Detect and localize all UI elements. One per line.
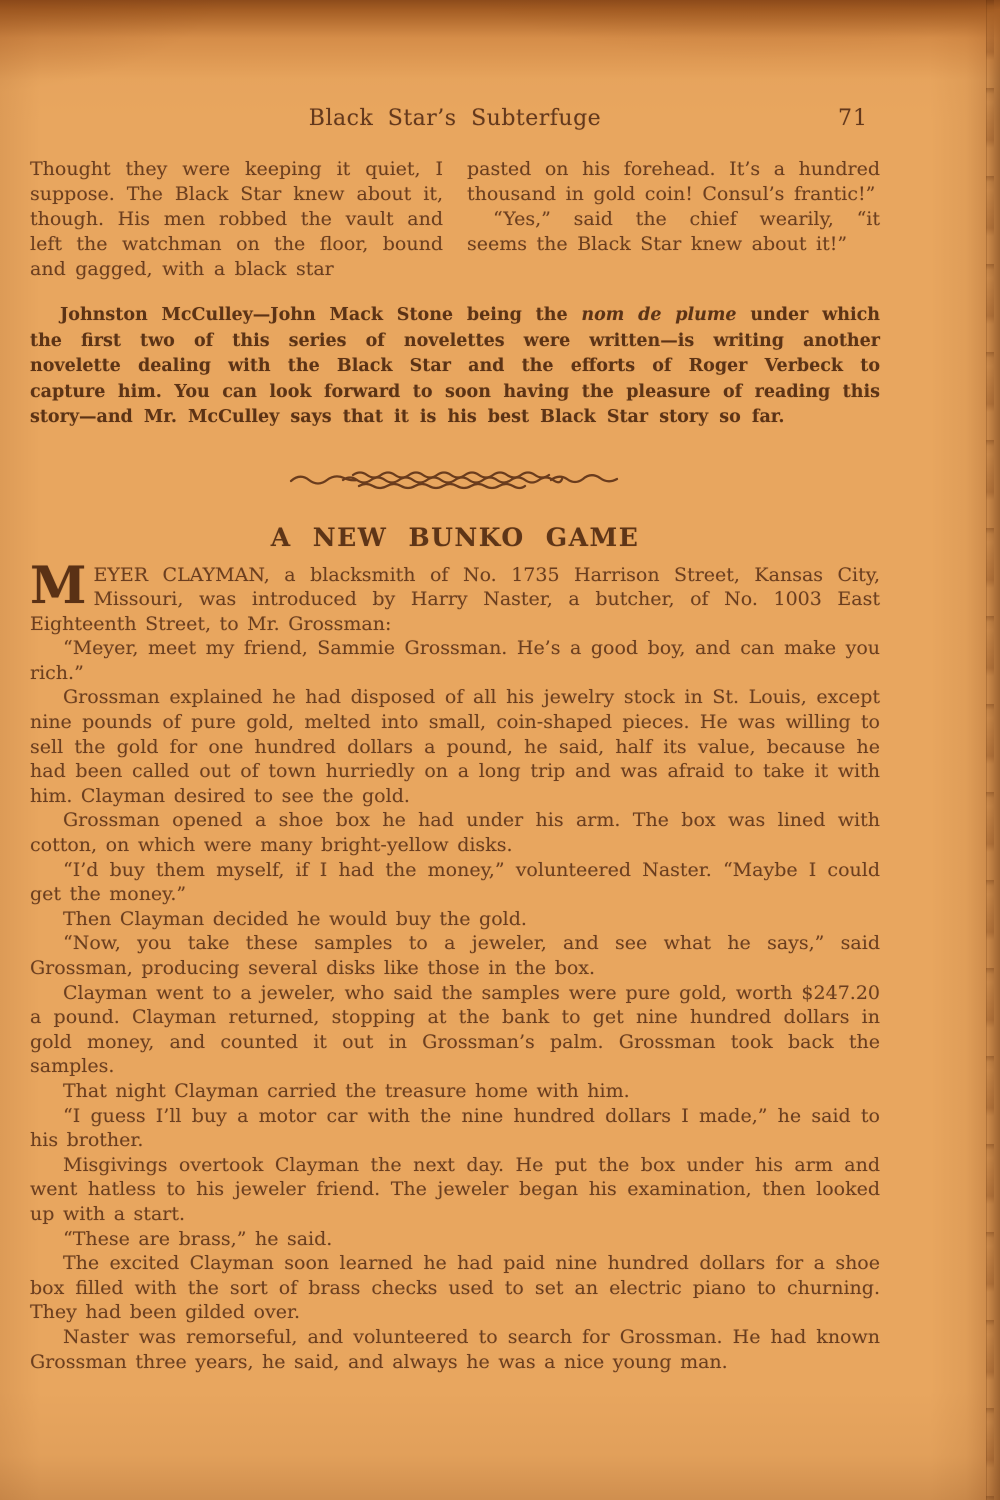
editors-note-text: under which the first two of this series of novelettes were written—is writing another novelette dealing with the Black Star and the efforts of Roger Verbeck to capture him. You can look forward to soon having the pleasure of reading this story—and Mr. McCulley says that it is his best Black Star story so far. [30,305,881,427]
story-paragraph: “I guess I’ll buy a motor car with the nine hundred dollars I made,” he said to his brother. [30,1104,880,1152]
editors-note-text: Johnston McCulley—John Mack Stone being the [60,305,582,325]
column-right-paragraph: pasted on his forehead. It’s a hundred thousand in gold coin! Consul’s frantic!” [467,158,880,205]
story-body [30,555,880,1375]
story-paragraph: “These are brass,” he said. [63,1227,333,1250]
page-edge-ripples [986,0,994,1500]
story-paragraph: Grossman explained he had disposed of all his jewelry stock in St. Louis, except nine pounds of pure gold, melted into small, coin-shaped pieces. He was willing to sell the gold for one hundred dollars a pound, he said, half its value, because he had been called out of town hurriedly on a long trip and was afraid to take it with him. Clayman desired to see the gold. [30,686,880,807]
page-content [30,0,880,1374]
story-paragraph: Naster was remorseful, and volunteered to search for Grossman. He had known Grossman three years, he said, and always he was a nice young man. [30,1325,880,1373]
editors-note-italic: nom de plume [581,305,737,325]
editors-note [30,303,880,431]
wavy-divider-ornament [285,465,625,495]
column-right [467,157,880,282]
running-header [30,106,880,136]
two-column-text [30,157,880,282]
story-paragraph: “Meyer, meet my friend, Sammie Grossman. He’s a good boy, and can make you rich.” [30,637,880,684]
story-paragraph: Grossman opened a shoe box he had under his arm. The box was lined with cotton, on which were many bright-yellow disks. [30,809,880,857]
story-paragraph-text: EYER CLAYMAN, a blacksmith of No. 1735 Harrison Street, Kansas City, Missouri, was introduced by Harry Naster, a butcher, of No. 1003 East Eighteenth Street, to Mr. Grossman: [30,563,880,635]
story-paragraph: “I’d buy them myself, if I had the money,” volunteered Naster. “Maybe I could get the money.” [30,858,880,906]
running-title: Black Star’s Subterfuge [308,106,602,131]
story-heading: A NEW BUNKO GAME [270,522,640,552]
story-paragraph: “Now, you take these samples to a jeweler, and see what he says,” said Grossman, producing several disks like those in the box. [30,932,880,979]
drop-cap: M [30,555,87,616]
story-paragraph: That night Clayman carried the treasure home with him. [63,1079,630,1102]
column-right-paragraph: “Yes,” said the chief wearily, “it seems the Black Star knew about it!” [467,208,880,255]
column-left-paragraph: Thought they were keeping it quiet, I suppose. The Black Star knew about it, though. His men robbed the vault and left the watchman on the floor, bound and gagged, with a black star [30,158,443,280]
page-number: 71 [838,106,868,131]
story-paragraph [30,555,880,637]
column-left [30,157,443,282]
story-paragraph: The excited Clayman soon learned he had paid nine hundred dollars for a shoe box filled with the sort of brass checks used to set an electric piano to churning. They had been gilded over. [30,1252,880,1324]
story-paragraph: Then Clayman decided he would buy the gold. [63,907,527,930]
story-paragraph: Misgivings overtook Clayman the next day. He put the box under his arm and went hatless to his jeweler friend. The jeweler began his examination, then looked up with a start. [30,1153,880,1225]
story-paragraph: Clayman went to a jeweler, who said the samples were pure gold, worth $247.20 a pound. Clayman returned, stopping at the bank to get nine hundred dollars in gold money, and counted it out in Grossman’s palm. Grossman took back the samples. [30,981,880,1078]
